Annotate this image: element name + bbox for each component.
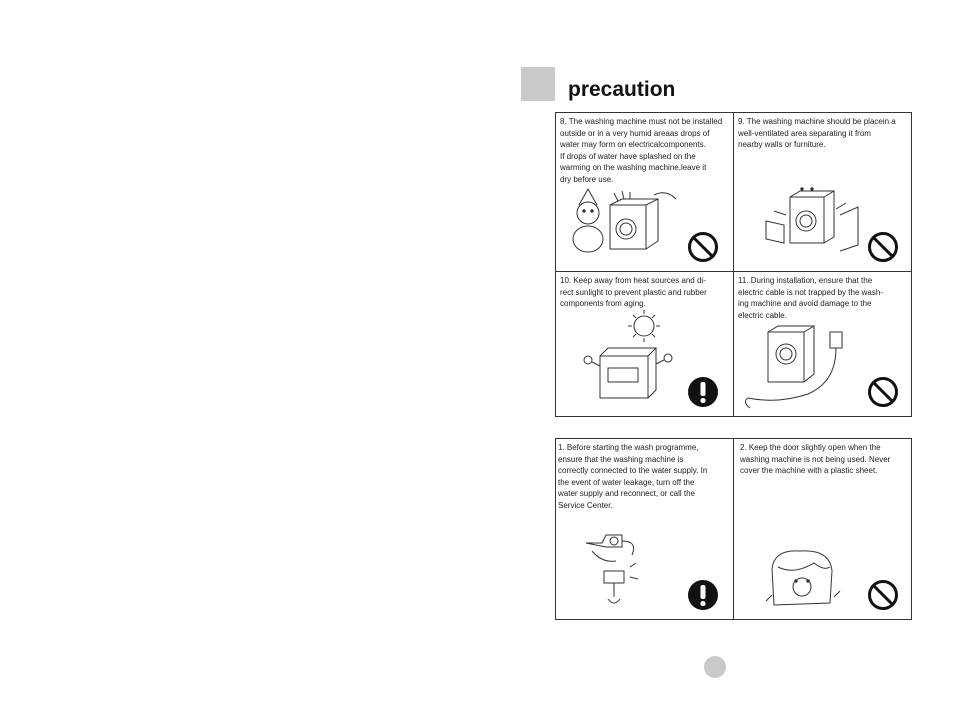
warning-icon — [687, 579, 719, 611]
precaution-grid-top — [555, 112, 912, 417]
precaution-grid-bottom — [555, 438, 912, 620]
page-number-dot — [704, 656, 726, 678]
snowman-washer-illustration — [570, 185, 680, 255]
precaution-text-2: 2. Keep the door slightly open when the washing machine is not being used. Never cover the machine with a plastic sheet. — [740, 443, 891, 475]
precaution-text-11: 11. During installation, ensure that the electric cable is not trapped by the wash- ing machine and avoid damage to the electric cable. — [738, 276, 883, 320]
water-tap-illustration — [582, 527, 652, 609]
prohibition-icon — [867, 376, 899, 408]
section-marker-box — [521, 67, 555, 101]
precaution-text-8: 8. The washing machine must not be installed outside or in a very humid areaas drops of water may form on electricalcomponents. If drops of water have splashed on the warming on the washing machine,leave it dry before use. — [560, 117, 723, 184]
precaution-text-10: 10. Keep away from heat sources and di- rect sunlight to prevent plastic and rubber components from aging. — [560, 276, 707, 308]
prohibition-icon — [867, 231, 899, 263]
precaution-text-9: 9. The washing machine should be placein a well-ventilated area separating it from nearby walls or furniture. — [738, 117, 896, 149]
sun-heat-washer-illustration — [580, 310, 690, 402]
precaution-cell-2 — [734, 439, 911, 619]
washer-near-wall-illustration — [762, 185, 862, 253]
precaution-cell-11 — [734, 272, 911, 416]
precaution-text-1: 1. Before starting the wash programme, ensure that the washing machine is correctly connected to the water supply. In the event of water leakage, turn off the water supply and reconnect, or call the Service Center. — [558, 443, 708, 510]
warning-icon — [687, 376, 719, 408]
precaution-cell-9 — [734, 113, 911, 271]
precaution-cell-8 — [556, 113, 733, 271]
precaution-cell-1 — [556, 439, 733, 619]
prohibition-icon — [867, 579, 899, 611]
covered-washer-illustration — [764, 545, 844, 611]
page-title: precaution — [568, 78, 676, 101]
washer-electric-cable-illustration — [738, 322, 868, 412]
prohibition-icon — [687, 231, 719, 263]
precaution-cell-10 — [556, 272, 733, 416]
